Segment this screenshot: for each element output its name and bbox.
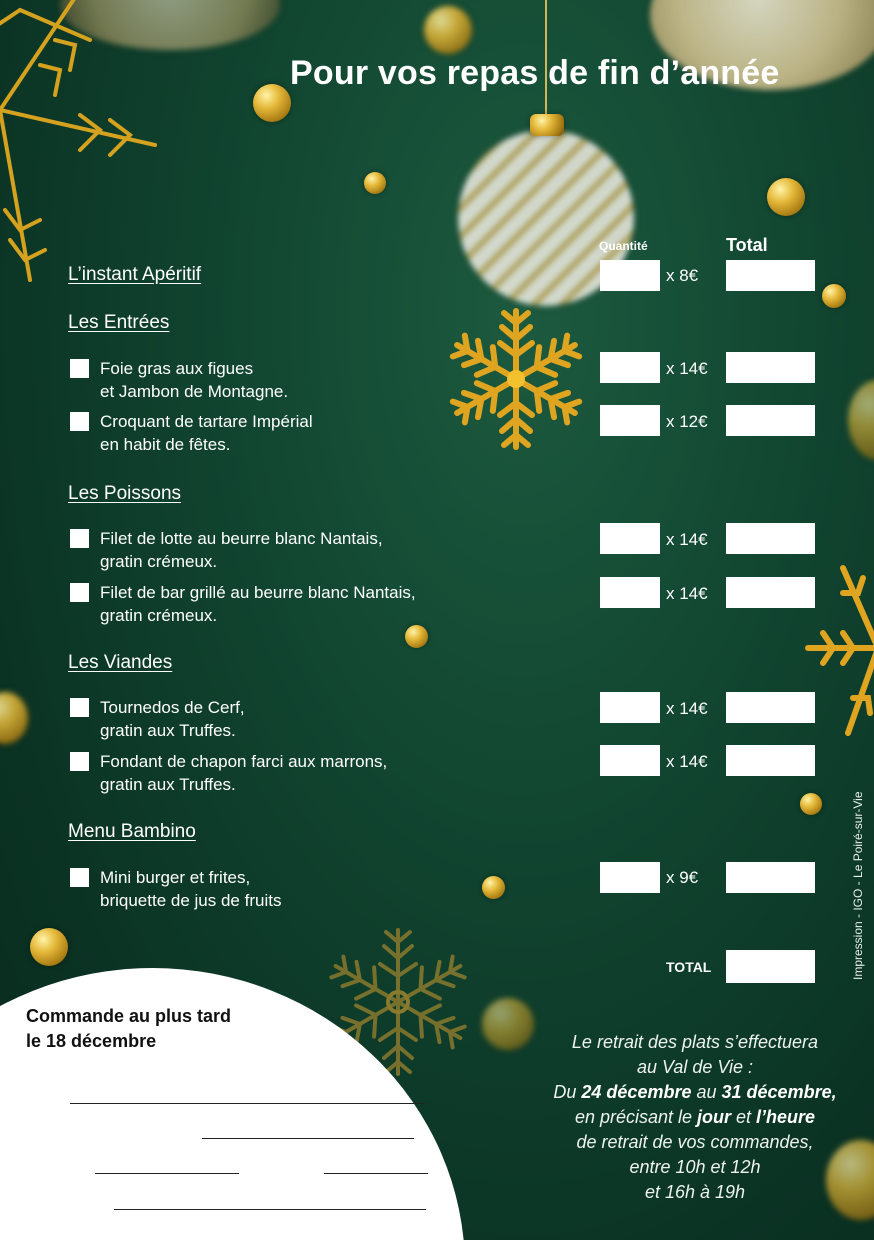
unit-price: x 14€ (666, 699, 708, 718)
section-aperitif: L’instant Apéritif (68, 264, 202, 285)
day-field[interactable] (26, 1158, 239, 1178)
list-item (70, 358, 288, 403)
item-line-1: Fondant de chapon farci aux marrons, (100, 752, 388, 771)
total-field[interactable] (726, 352, 815, 383)
gold-ball (0, 692, 28, 744)
item-checkbox[interactable] (70, 752, 89, 771)
gold-ball (482, 876, 505, 899)
item-line-2: gratin crémeux. (100, 605, 218, 625)
people-label: Nombre de personnes (26, 1123, 195, 1142)
item-line-2: gratin aux Truffes. (100, 774, 236, 794)
quantity-field[interactable] (600, 260, 660, 291)
pickup-info (520, 1030, 870, 1205)
ornament-cap (530, 114, 564, 136)
total-field[interactable] (726, 862, 815, 893)
total-field[interactable] (726, 523, 815, 554)
gold-ball (767, 178, 805, 216)
section-poissons: Les Poissons (68, 483, 182, 504)
deadline-line-2: le 18 décembre (26, 1031, 157, 1051)
quantity-field[interactable] (600, 745, 660, 776)
unit-price: x 8€ (666, 266, 699, 285)
list-item (70, 582, 416, 627)
people-field[interactable] (26, 1123, 414, 1143)
section-entrees: Les Entrées (68, 312, 170, 333)
gold-ball (405, 625, 428, 648)
item-checkbox[interactable] (70, 868, 89, 887)
section-bambino: Menu Bambino (68, 821, 196, 842)
item-line-1: Filet de bar grillé au beurre blanc Nantais, (100, 583, 416, 602)
pickup-line: et 16h à 19h (644, 1182, 746, 1202)
phone-field[interactable] (26, 1194, 426, 1214)
total-field[interactable] (726, 692, 815, 723)
grand-total-field[interactable] (726, 950, 815, 983)
item-checkbox[interactable] (70, 412, 89, 431)
item-line-1: Filet de lotte au beurre blanc Nantais, (100, 529, 383, 548)
gold-ball (822, 284, 846, 308)
item-checkbox[interactable] (70, 529, 89, 548)
gold-ball (364, 172, 386, 194)
pickup-line: au Val de Vie : (636, 1057, 754, 1077)
order-form (26, 1004, 231, 1054)
item-line-1: Tournedos de Cerf, (100, 698, 245, 717)
gold-ball (30, 928, 68, 966)
list-item (70, 697, 245, 742)
section-viandes: Les Viandes (68, 652, 173, 673)
pickup-line: de retrait de vos commandes, (576, 1132, 814, 1152)
unit-price: x 14€ (666, 752, 708, 771)
gold-ball (800, 793, 822, 815)
printer-credit: Impression - IGO - Le Poiré-sur-Vie (851, 791, 865, 980)
item-line-1: Mini burger et frites, (100, 868, 251, 887)
list-item (70, 751, 387, 796)
pickup-dates: Du 24 décembre au 31 décembre, (553, 1082, 837, 1102)
snowflake-gold-icon (442, 304, 590, 454)
total-field[interactable] (726, 577, 815, 608)
total-header: Total (726, 235, 768, 255)
quantity-field[interactable] (600, 862, 660, 893)
deadline-line-1: Commande au plus tard (26, 1006, 232, 1026)
pickup-precise: en précisant le jour et l’heure (574, 1107, 816, 1127)
name-label: Nom (26, 1088, 62, 1107)
page-title: Pour vos repas de fin d’année (290, 54, 780, 92)
item-line-2: en habit de fêtes. (100, 434, 231, 454)
item-checkbox[interactable] (70, 583, 89, 602)
hour-field[interactable] (255, 1158, 428, 1178)
quantity-field[interactable] (600, 405, 660, 436)
unit-price: x 14€ (666, 530, 708, 549)
pickup-line: entre 10h et 12h (629, 1157, 761, 1177)
unit-price: x 14€ (666, 359, 708, 378)
grand-total-label: TOTAL (666, 959, 712, 975)
quantity-field[interactable] (600, 577, 660, 608)
day-label: Le jour : (26, 1158, 88, 1177)
item-line-2: briquette de jus de fruits (100, 890, 282, 910)
list-item (70, 867, 281, 912)
quantity-field[interactable] (600, 692, 660, 723)
item-checkbox[interactable] (70, 698, 89, 717)
list-item (70, 411, 313, 456)
phone-label: Téléphone (26, 1194, 107, 1213)
blurred-gold-ball (424, 6, 472, 54)
list-item (70, 528, 383, 573)
hour-label: L’heure: (255, 1158, 316, 1177)
item-line-1: Croquant de tartare Impérial (100, 412, 313, 431)
total-field[interactable] (726, 745, 815, 776)
item-line-2: et Jambon de Montagne. (100, 381, 289, 401)
total-field[interactable] (726, 405, 815, 436)
unit-price: x 9€ (666, 868, 699, 887)
order-deadline (26, 1004, 231, 1054)
unit-price: x 14€ (666, 584, 708, 603)
item-line-2: gratin aux Truffes. (100, 720, 236, 740)
total-field[interactable] (726, 260, 815, 291)
quantity-field[interactable] (600, 352, 660, 383)
item-checkbox[interactable] (70, 359, 89, 378)
quantity-field[interactable] (600, 523, 660, 554)
item-line-1: Foie gras aux figues (100, 359, 254, 378)
item-line-2: gratin crémeux. (100, 551, 218, 571)
name-field[interactable] (26, 1088, 425, 1108)
gold-ball (848, 380, 874, 460)
unit-price: x 12€ (666, 412, 708, 431)
gold-ball (253, 84, 291, 122)
quantity-header: Quantité (599, 239, 648, 253)
pickup-line: Le retrait des plats s’effectuera (571, 1032, 819, 1052)
